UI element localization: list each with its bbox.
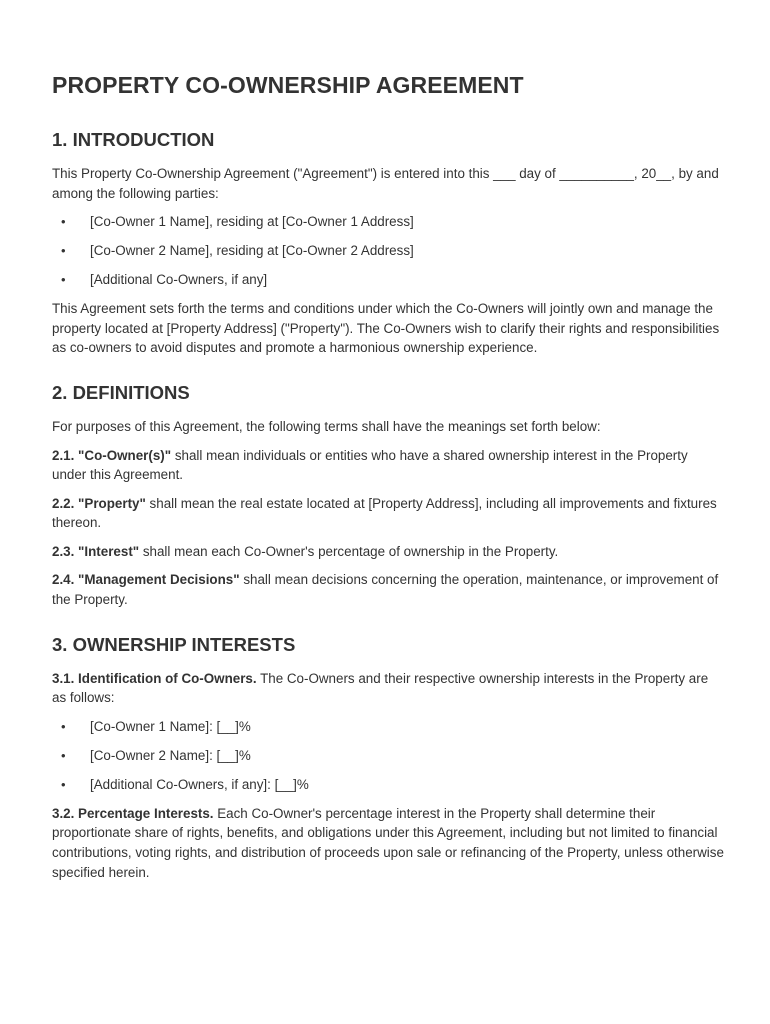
- definition-term: 2.2. "Property": [52, 495, 146, 511]
- section-ownership-interests: [52, 633, 724, 883]
- definition-item: [52, 446, 724, 485]
- percentage-term: 3.2. Percentage Interests.: [52, 805, 214, 821]
- intro-paragraph: This Property Co-Ownership Agreement ("Agreement") is entered into this ___ day of __________, 20__, by and among the following parties:: [52, 166, 719, 201]
- definition-term: 2.4. "Management Decisions": [52, 572, 240, 588]
- interest-text: [Co-Owner 1 Name]: [__]%: [90, 718, 251, 734]
- percentage-paragraph: [52, 804, 724, 882]
- definition-item: [52, 570, 724, 609]
- purpose-paragraph: This Agreement sets forth the terms and conditions under which the Co-Owners will jointly own and manage the property located at [Property Address] ("Property"). The Co-Owners wish to clarify their rights and responsibilities as co-owners to avoid disputes and promote a harmonious ownership experience.: [52, 301, 720, 356]
- party-text: [Co-Owner 1 Name], residing at [Co-Owner 1 Address]: [90, 214, 414, 230]
- document-title: PROPERTY CO-OWNERSHIP AGREEMENT: [52, 72, 524, 98]
- interest-text: [Additional Co-Owners, if any]: [__]%: [90, 776, 309, 792]
- definition-text: shall mean individuals or entities who have a shared ownership interest in the Property under this Agreement.: [52, 447, 688, 483]
- interest-text: [Co-Owner 2 Name]: [__]%: [90, 747, 251, 763]
- definition-text: shall mean the real estate located at [Property Address], including all improvements and fixtures thereon.: [52, 495, 717, 531]
- definition-term: 2.3. "Interest": [52, 543, 140, 559]
- parties-list: [52, 212, 724, 290]
- bullet-icon: •: [61, 747, 66, 763]
- identification-text: The Co-Owners and their respective ownership interests in the Property are as follows:: [52, 670, 709, 706]
- section-definitions: [52, 381, 724, 610]
- document-page: [52, 70, 724, 905]
- list-item: [52, 775, 724, 795]
- bullet-icon: •: [61, 272, 66, 288]
- bullet-icon: •: [61, 243, 66, 259]
- identification-term: 3.1. Identification of Co-Owners.: [52, 670, 257, 686]
- definition-term: 2.1. "Co-Owner(s)": [52, 447, 172, 463]
- interests-list: [52, 717, 724, 795]
- definition-item: [52, 542, 724, 562]
- definition-item: [52, 494, 724, 533]
- party-text: [Additional Co-Owners, if any]: [90, 272, 268, 288]
- identification-paragraph: [52, 669, 724, 708]
- list-item: [52, 241, 724, 261]
- definition-text: shall mean each Co-Owner's percentage of ownership in the Property.: [139, 543, 559, 559]
- definition-text: shall mean decisions concerning the operation, maintenance, or improvement of the Property.: [52, 572, 719, 608]
- list-item: [52, 270, 724, 290]
- list-item: [52, 212, 724, 232]
- bullet-icon: •: [61, 718, 66, 734]
- party-text: [Co-Owner 2 Name], residing at [Co-Owner 2 Address]: [90, 243, 414, 259]
- section-heading-introduction: 1. INTRODUCTION: [52, 129, 215, 150]
- bullet-icon: •: [61, 776, 66, 792]
- section-introduction: [52, 128, 724, 358]
- bullet-icon: •: [61, 214, 66, 230]
- percentage-text: Each Co-Owner's percentage interest in the Property shall determine their proportionate share of rights, benefits, and obligations under this Agreement, including but not limited to financial contributions, voting rights, and distribution of proceeds upon sale or refinancing of the Property, unless otherwise specified herein.: [52, 805, 724, 880]
- list-item: [52, 717, 724, 737]
- list-item: [52, 746, 724, 766]
- definitions-intro: For purposes of this Agreement, the following terms shall have the meanings set forth below:: [52, 418, 601, 434]
- section-heading-ownership: 3. OWNERSHIP INTERESTS: [52, 633, 296, 655]
- section-heading-definitions: 2. DEFINITIONS: [52, 381, 190, 403]
